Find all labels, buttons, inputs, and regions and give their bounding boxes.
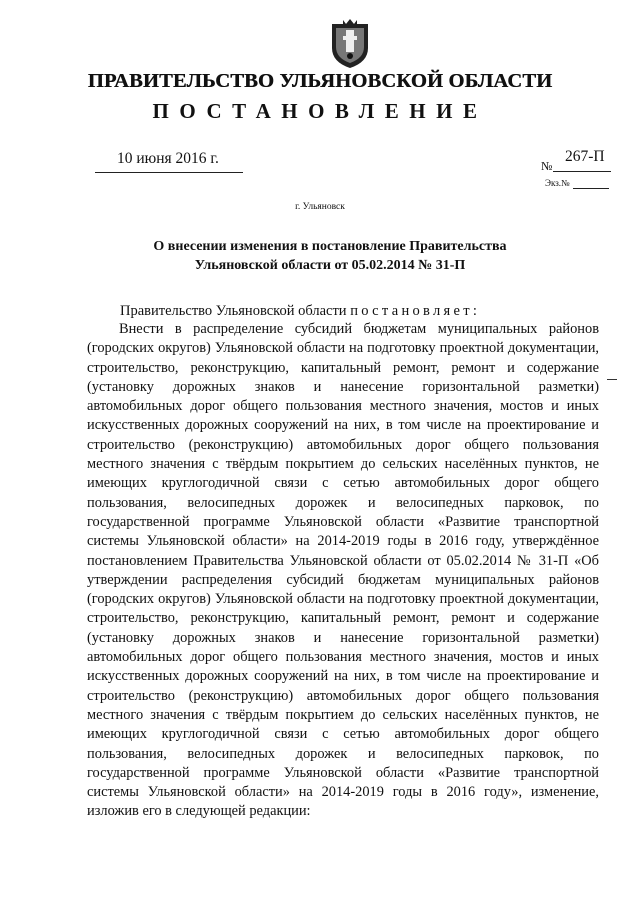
intro-verb: постановляет: xyxy=(350,303,481,319)
body-paragraph: Внести в распределение субсидий бюджетам муниципальных районов (городских округов) Ульяновской области на подготовку проектной документации, строительство, реконструкцию, капитальный ремонт, ремонт и содержание (установку дорожных знаков и нанесение горизонтальной разметки) автомобильных дорог общего пользования местного значения, мостов и иных искусственных дорожных сооружений на них, в том числе на проектирование и строительство (реконструкцию) автомобильных дорог общего пользования местного значения с твёрдым покрытием до сельских населённых пунктов, не имеющих круглогодичной связи с сетью автомобильных дорог общего пользования, велосипедных дорожек и велосипедных парковок, по государственной программе Ульяновской области «Развитие транспортной системы Ульяновской области» на 2014-2019 годы в 2016 году, утверждённое постановлением Правительства Ульяновской области от 05.02.2014 № 31-П «Об утверждении распределения субсидий бюджетам муниципальных районов (городских округов) Ульяновской области на подготовку проектной документации, строительство, реконструкцию, капитальный ремонт, ремонт и содержание (установку дорожных знаков и нанесение горизонтальной разметки) автомобильных дорог общего пользования местного значения, мостов и иных искусственных дорожных сооружений на них, в том числе на проектирование и строительство (реконструкцию) автомобильных дорог общего пользования местного значения с твёрдым покрытием до сельских населённых пунктов, не имеющих круглогодичной связи с сетью автомобильных дорог общего пользования, велосипедных дорожек и велосипедных парковок, по государственной программе Ульяновской области «Развитие транспортной системы Ульяновской области» на 2014-2019 годы в 2016 году», изменение, изложив его в следующей редакции: xyxy=(87,321,599,820)
government-name: ПРАВИТЕЛЬСТВО УЛЬЯНОВСКОЙ ОБЛАСТИ xyxy=(87,70,553,92)
intro-subject: Правительство Ульяновской области xyxy=(120,303,347,319)
number-sign: № xyxy=(541,159,553,173)
number-underline xyxy=(553,171,611,172)
copy-underline xyxy=(573,188,609,189)
city: г. Ульяновск xyxy=(295,202,345,212)
document-type: ПОСТАНОВЛЕНИЕ xyxy=(152,99,488,123)
document-title xyxy=(120,237,540,275)
document-date: 10 июня 2016 г. xyxy=(117,150,219,167)
coat-of-arms-icon xyxy=(329,18,371,70)
copy-label: Экз.№ xyxy=(545,178,570,188)
title-line-1: О внесении изменения в постановление Правительства xyxy=(153,239,507,254)
intro-paragraph xyxy=(120,303,480,320)
date-underline xyxy=(95,172,243,173)
margin-mark xyxy=(607,379,617,380)
document-number: 267-П xyxy=(565,148,605,165)
title-line-2: Ульяновской области от 05.02.2014 № 31-П xyxy=(194,258,466,273)
